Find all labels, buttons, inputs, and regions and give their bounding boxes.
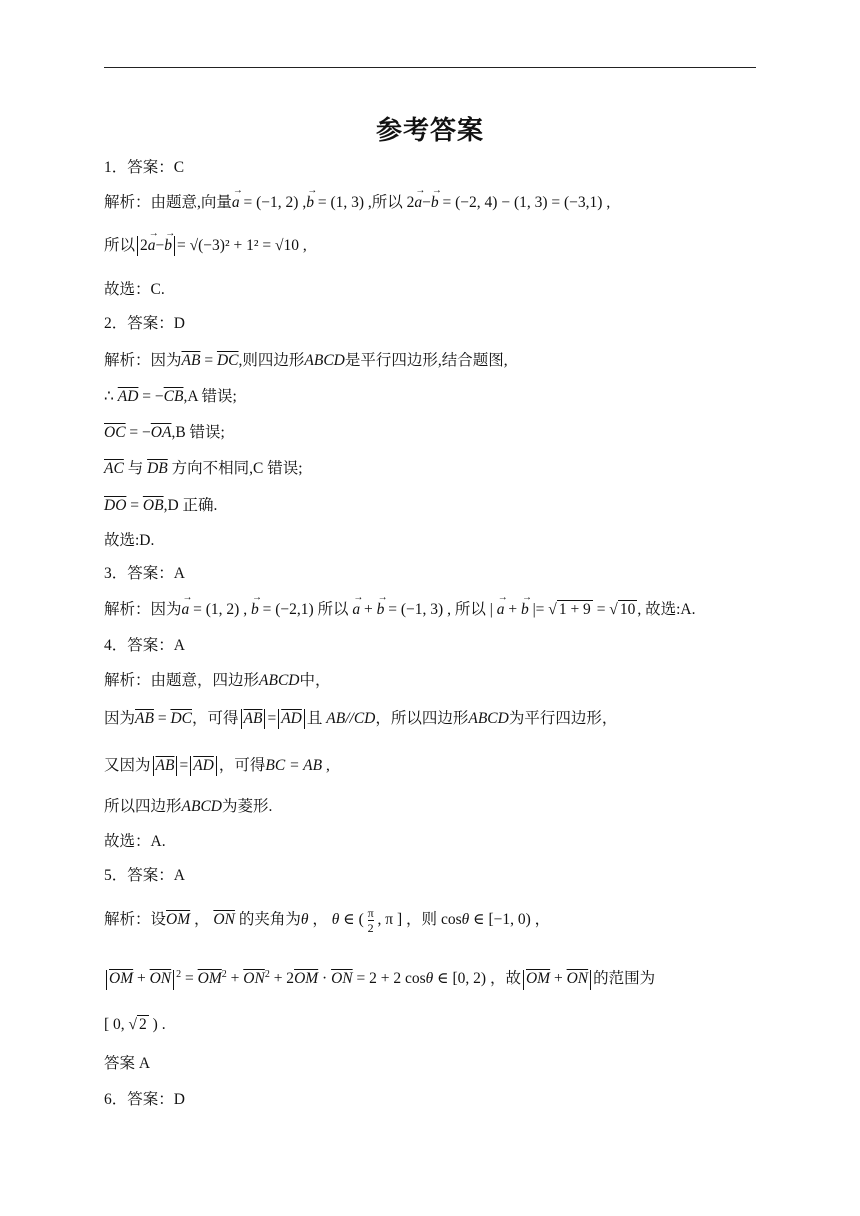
q1-answer: 1．答案：C: [104, 159, 185, 176]
q6-answer: 6．答案：D: [104, 1091, 185, 1108]
q4-conclusion: 故选：A.: [104, 833, 166, 850]
q2-line-1: ∴ $\overline{AD} = -\overline{CB},A$ 错误;: [104, 388, 237, 405]
q2-solution: 解析：因为$\overline{AB} = \overline{DC}$,则四边形ABCD是平行四边形,结合题图,: [104, 352, 508, 369]
q4-line-4: 所以四边形ABCD为菱形.: [104, 798, 273, 815]
q3-solution: 解析：因为→ a = (1, 2) , → b = (−2,1) 所以 → a + → b = (−1, 3) , 所以 | → a + → b |= √ 1 + 9 = √ 10 , 故选:A.: [104, 598, 695, 622]
q2-line-4: $\overline{DO} = \overline{OB},D$ 正确.: [104, 497, 218, 514]
q2-answer: 2．答案：D: [104, 315, 185, 332]
q2-line-3: $\overline{AC}$ 与 $\overline{DB}$ 方向不相同,C 错误;: [104, 460, 303, 477]
q1-modulus: 所以 2→ a−→ b = √(−3)² + 1² = √10 ,: [104, 234, 307, 258]
header-rule: [104, 67, 756, 68]
q5-conclusion: 答案 A: [104, 1055, 151, 1072]
q5-answer: 5．答案：A: [104, 867, 185, 884]
q3-answer: 3．答案：A: [104, 565, 185, 582]
q5-line-2: $\overline{OM} + \overline{ON}$ $^2 = \overline{OM}^2 + \overline{ON}^2 + 2\overline{OM} \cdot \overline{ON} = 2 + 2$ cosθ ∈ [0, 2) ，故 $\overline{OM} + \overline{ON}$ 的范围为: [104, 963, 655, 991]
q1-solution: 解析：由题意,向量→ a = (−1, 2) ,→ b = (1, 3) ,所以 2→ a−→ b = (−2, 4) − (1, 3) = (−3,1) ,: [104, 191, 610, 215]
q5-line-1: 解析：设$\overline{OM}$ ， $\overline{ON}$ 的夹角为θ ， θ ∈ ( $\frac{\pi}{2}$ , π ] ，则 cosθ ∈ [−1, 0) ，: [104, 906, 551, 935]
page-title: 参考答案: [375, 116, 484, 146]
q5-line-3: [ 0, √ 2 ) .: [104, 1016, 166, 1033]
q2-line-2: $\overline{OC} = -\overline{OA},B$ 错误;: [104, 424, 225, 441]
q4-line-3: 又因为 $\overline{AB} = \overline{AD}$ ，可得BC = AB ,: [104, 754, 330, 778]
q2-conclusion: 故选:D.: [104, 532, 155, 549]
q4-answer: 4．答案：A: [104, 637, 185, 654]
q4-line-1: 解析：由题意，四边形ABCD中，: [104, 672, 331, 689]
q1-conclusion: 故选：C.: [104, 281, 165, 298]
q4-line-2: 因为$\overline{AB} = \overline{DC}$，可得 $\overline{AB} = \overline{AD}$ 且 AB//CD，所以四边形ABCD为平行四边形，: [104, 707, 617, 731]
